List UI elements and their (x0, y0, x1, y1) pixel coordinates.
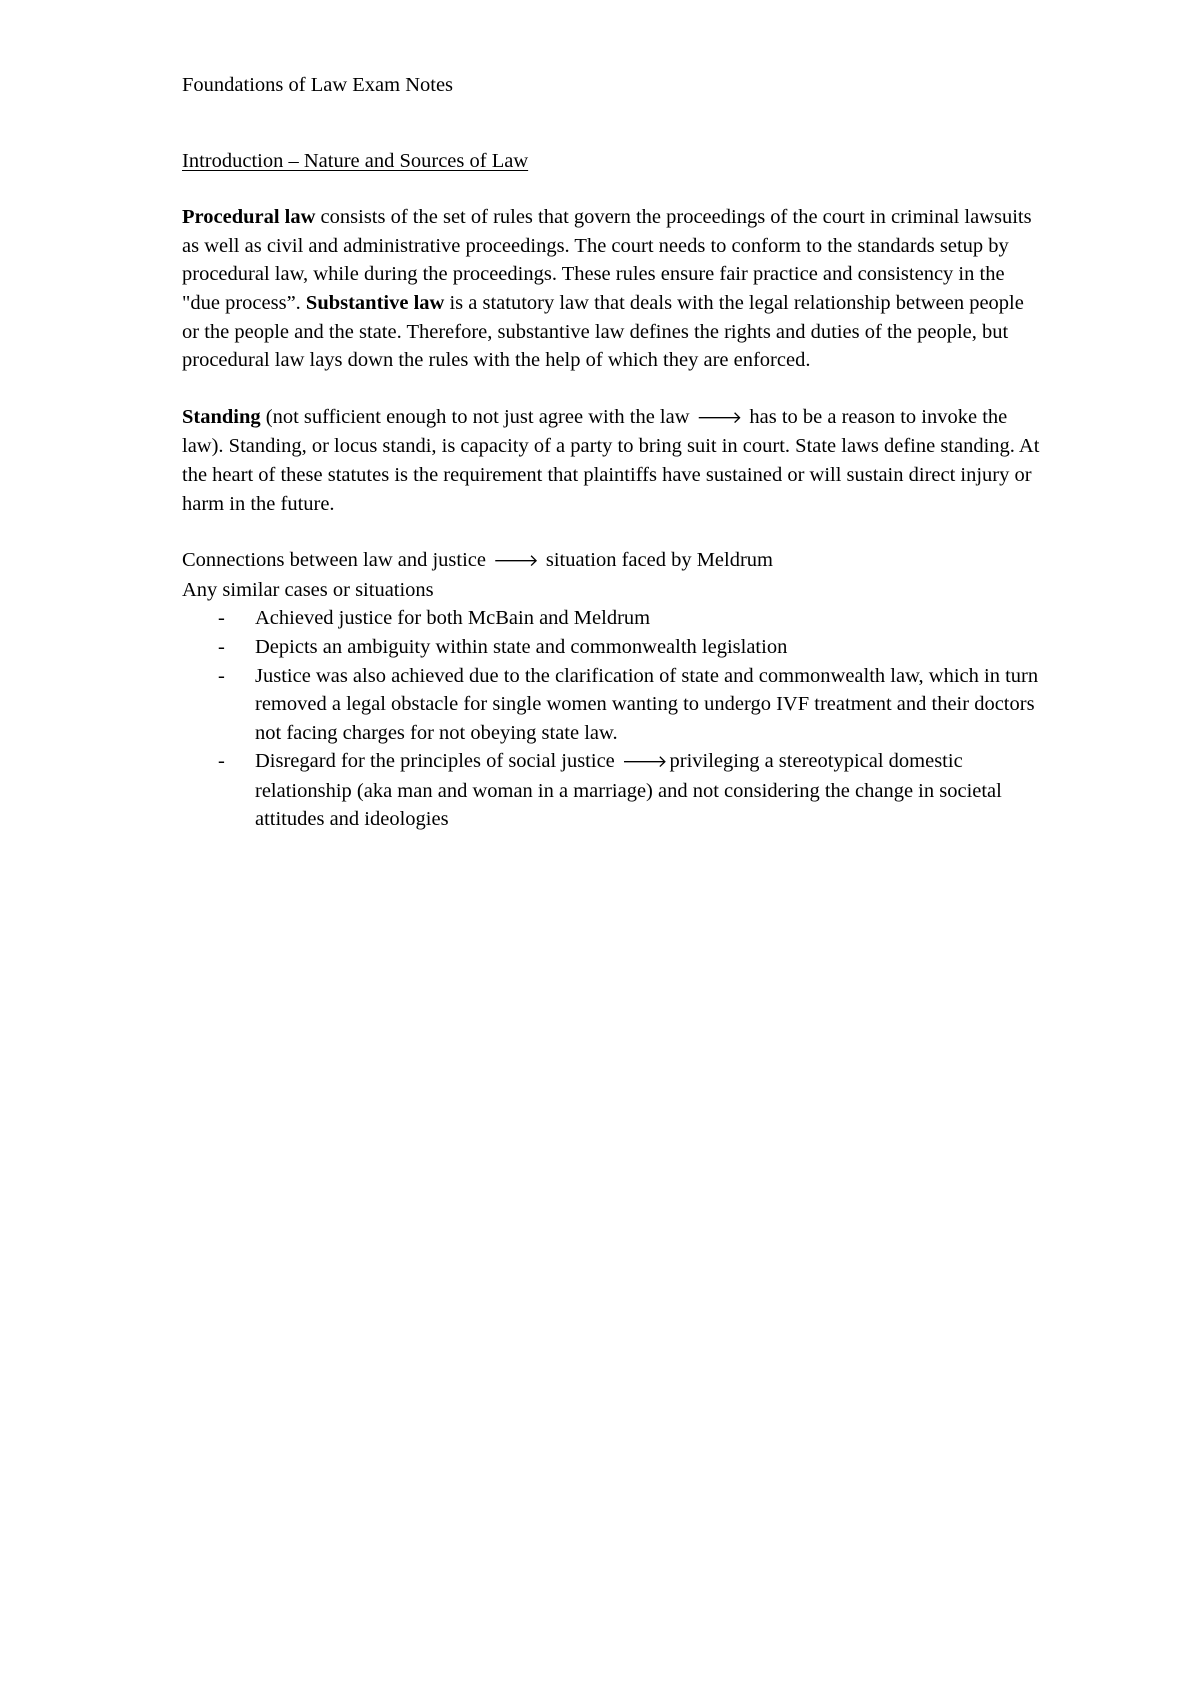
procedural-law-paragraph (182, 203, 1042, 375)
list-item-text-2: privileging a stereotypical domestic relationship (aka man and woman in a marriage) and not considering the change in societal attitudes and ideologies (255, 750, 1002, 831)
connections-text-1: Connections between law and justice (182, 549, 492, 572)
justice-points-list (182, 604, 1042, 834)
substantive-law-term: Substantive law (305, 291, 445, 314)
procedural-law-term: Procedural law (182, 206, 316, 229)
dash-bullet: - (218, 664, 225, 687)
connections-text-2: situation faced by Meldrum (540, 549, 773, 572)
list-item (182, 633, 1042, 662)
document-body (182, 71, 1042, 834)
list-item-text: Depicts an ambiguity within state and commonwealth legislation (255, 635, 788, 658)
list-item (182, 662, 1042, 748)
standing-paragraph (182, 403, 1042, 518)
procedural-law-text: consists of the set of rules that govern the proceedings of the court in criminal lawsuits as well as civil and administrative proceedings. The court needs to conform to the standards setup by procedural law, while during the proceedings. These rules ensure fair practice and consistency in the "due process”. (182, 206, 1032, 314)
right-arrow-icon: 🡒 (621, 752, 668, 773)
similar-cases-line: Any similar cases or situations (182, 578, 434, 601)
list-item-text: Achieved justice for both McBain and Meldrum (255, 607, 651, 630)
connections-line (182, 546, 1042, 576)
list-item (182, 747, 1042, 834)
right-arrow-icon: 🡒 (696, 407, 743, 428)
standing-term: Standing (182, 405, 261, 428)
section-heading: Introduction – Nature and Sources of Law (182, 149, 529, 172)
standing-text-1: (not sufficient enough to not just agree with the law (260, 405, 695, 428)
list-item-text-1: Disregard for the principles of social justice (255, 750, 620, 773)
dash-bullet: - (218, 635, 225, 658)
dash-bullet: - (218, 607, 225, 630)
connections-block (182, 546, 1042, 834)
list-item-text: Justice was also achieved due to the clarification of state and commonwealth law, which in turn removed a legal obstacle for single women wanting to undergo IVF treatment and their doctors not facing charges for not obeying state law. (255, 664, 1039, 744)
substantive-law-text: is a statutory law that deals with the legal relationship between people or the people and the state. Therefore, substantive law defines the rights and duties of the people, but procedural law lays down the rules with the help of which they are enforced. (182, 291, 1024, 372)
standing-text-2: has to be a reason to invoke the law). Standing, or locus standi, is capacity of a party to bring suit in court. State laws define standing. At the heart of these statutes is the requirement that plaintiffs have sustained or will sustain direct injury or harm in the future. (182, 405, 1040, 515)
list-item (182, 604, 1042, 633)
document-title: Foundations of Law Exam Notes (182, 74, 454, 96)
right-arrow-icon: 🡒 (493, 551, 539, 572)
dash-bullet: - (218, 750, 225, 773)
